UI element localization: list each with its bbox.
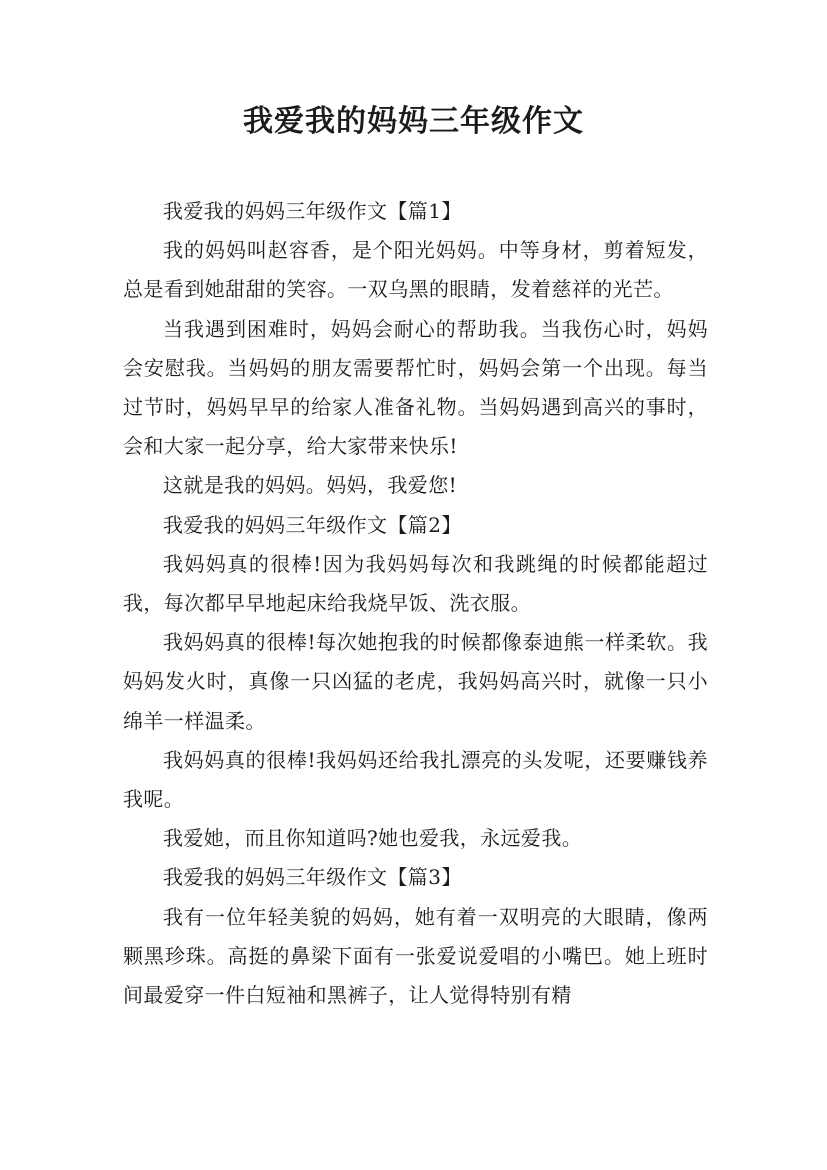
section-heading-3: 我爱我的妈妈三年级作文【篇3】 (163, 865, 462, 890)
paragraph: 当我遇到困难时，妈妈会耐心的帮助我。当我伤心时，妈妈会安慰我。当妈妈的朋友需要帮忙时，妈妈会第一个出现。每当过节时，妈妈早早的给家人准备礼物。当妈妈遇到高兴的事时，会和大家一起分享，给大家带来快乐! (123, 316, 708, 459)
section-heading-1: 我爱我的妈妈三年级作文【篇1】 (163, 199, 462, 223)
paragraph: 我妈妈真的很棒!我妈妈还给我扎漂亮的头发呢，还要赚钱养我呢。 (123, 747, 708, 812)
paragraph: 我爱她，而且你知道吗?她也爱我，永远爱我。 (163, 826, 583, 851)
document-body (123, 192, 708, 1015)
paragraph: 这就是我的妈妈。妈妈，我爱您! (163, 473, 458, 498)
paragraph: 我有一位年轻美貌的妈妈，她有着一双明亮的大眼睛，像两颗黑珍珠。高挺的鼻梁下面有一张爱说爱唱的小嘴巴。她上班时间最爱穿一件白短袖和黑裤子，让人觉得特别有精 (123, 904, 708, 1008)
paragraph: 我妈妈真的很棒!因为我妈妈每次和我跳绳的时候都能超过我，每次都早早地起床给我烧早饭、洗衣服。 (123, 551, 708, 616)
paragraph: 我的妈妈叫赵容香，是个阳光妈妈。中等身材，剪着短发，总是看到她甜甜的笑容。一双乌黑的眼睛，发着慈祥的光芒。 (123, 238, 708, 302)
document-title: 我爱我的妈妈三年级作文 (243, 104, 584, 139)
paragraph: 我妈妈真的很棒!每次她抱我的时候都像泰迪熊一样柔软。我妈妈发火时，真像一只凶猛的老虎，我妈妈高兴时，就像一只小绵羊一样温柔。 (123, 630, 708, 733)
section-heading-2: 我爱我的妈妈三年级作文【篇2】 (163, 512, 462, 537)
